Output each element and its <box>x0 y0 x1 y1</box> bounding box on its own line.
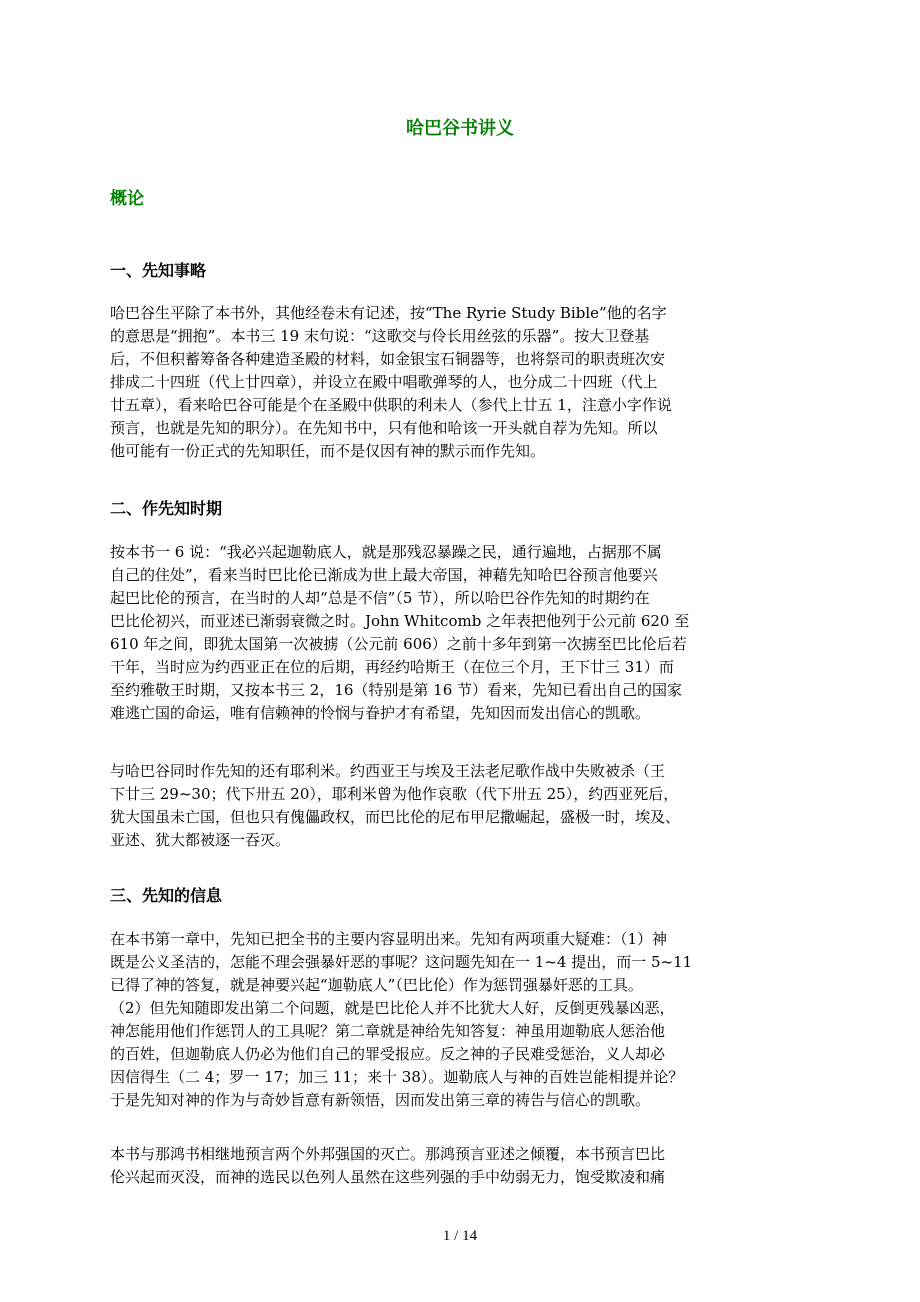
text-line: 与哈巴谷同时作先知的还有耶利米。约西亚王与埃及王法老尼歌作战中失败被杀（王 <box>110 762 666 780</box>
text-line: 干年，当时应为约西亚正在位的后期，再经约哈斯王（在位三个月，王下廿三 31）而 <box>110 658 674 676</box>
section-heading-prophet-message: 三、先知的信息 <box>110 886 223 905</box>
overview-heading: 概论 <box>110 189 144 209</box>
paragraph-prophet-life <box>110 302 830 463</box>
text-line: 610 年之间，即犹太国第一次被掳（公元前 606）之前十多年到第一次掳至巴比伦后若 <box>110 635 687 653</box>
section-heading-prophet-period: 二、作先知时期 <box>110 499 223 518</box>
page-indicator: 1 / 14 <box>442 1228 478 1244</box>
text-line: （2）但先知随即发出第二个问题，就是巴比伦人并不比犹大人好，反倒更残暴凶恶， <box>110 999 675 1017</box>
text-line: 至约雅敬王时期，又按本书三 2，16（特别是第 16 节）看来，先知已看出自己的国家 <box>110 681 683 699</box>
text-line: 的百姓，但迦勒底人仍必为他们自己的罪受报应。反之神的子民难受惩治，义人却必 <box>110 1045 666 1063</box>
section-heading-prophet-life: 一、先知事略 <box>110 261 207 280</box>
text-line: 他可能有一份正式的先知职任，而不是仅因有神的默示而作先知。 <box>110 442 546 460</box>
text-line: 排成二十四班（代上廿四章），并设立在殿中唱歌弹琴的人，也分成二十四班（代上 <box>110 373 658 391</box>
text-line: 既是公义圣洁的，怎能不理会强暴奸恶的事呢？这问题先知在一 1~4 提出，而一 5~11 <box>110 953 693 971</box>
text-line: 下廿三 29~30；代下卅五 20），耶利米曾为他作哀歌（代下卅五 25），约西亚死后， <box>110 785 679 803</box>
text-line: 在本书第一章中，先知已把全书的主要内容显明出来。先知有两项重大疑难：（1）神 <box>110 930 668 948</box>
text-line: 于是先知对神的作为与奇妙旨意有新领悟，因而发出第三章的祷告与信心的凯歌。 <box>110 1091 651 1109</box>
text-line: 自己的住处”，看来当时巴比伦已渐成为世上最大帝国，神藉先知哈巴谷预言他要兴 <box>110 566 658 584</box>
text-line: 预言，也就是先知的职分）。在先知书中，只有他和哈该一开头就自荐为先知。所以 <box>110 419 658 437</box>
text-line: 按本书一 6 说：“我必兴起迦勒底人，就是那残忍暴躁之民，通行遍地，占据那不属 <box>110 543 662 561</box>
text-line: 巴比伦初兴，而亚述已渐弱衰微之时。John Whitcomb 之年表把他列于公元前 620 至 <box>110 612 690 630</box>
text-line: 起巴比伦的预言，在当时的人却“总是不信”（5 节），所以哈巴谷作先知的时期约在 <box>110 589 650 607</box>
text-line: 已得了神的答复，就是神要兴起“迦勒底人”（巴比伦）作为惩罚强暴奸恶的工具。 <box>110 976 643 994</box>
paragraph-prophet-period <box>110 541 830 725</box>
text-line: 神怎能用他们作惩罚人的工具呢？第二章就是神给先知答复：神虽用迦勒底人惩治他 <box>110 1022 666 1040</box>
text-line: 廿五章），看来哈巴谷可能是个在圣殿中供职的利未人（参代上廿五 1，注意小字作说 <box>110 396 672 414</box>
text-line: 亚述、犹大都被逐一吞灭。 <box>110 831 291 849</box>
document-title: 哈巴谷书讲义 <box>406 118 514 139</box>
text-line: 的意思是“拥抱”。本书三 19 末句说：“这歌交与伶长用丝弦的乐器”。按大卫登基 <box>110 327 650 345</box>
text-line: 后，不但积蓄筹备各种建造圣殿的材料，如金银宝石铜器等，也将祭司的职责班次安 <box>110 350 666 368</box>
paragraph-prophet-message <box>110 928 830 1112</box>
text-line: 犹大国虽未亡国，但也只有傀儡政权，而巴比伦的尼布甲尼撒崛起，盛极一时，埃及、 <box>110 808 681 826</box>
paragraph-contemporary-prophet <box>110 760 830 852</box>
text-line: 伦兴起而灭没，而神的选民以色列人虽然在这些列强的手中幼弱无力，饱受欺凌和痛 <box>110 1168 666 1186</box>
text-line: 难逃亡国的命运，唯有信赖神的怜悯与眷护才有希望，先知因而发出信心的凯歌。 <box>110 704 651 722</box>
paragraph-nahum-comparison <box>110 1143 830 1189</box>
text-line: 因信得生（二 4；罗一 17；加三 11；来十 38）。迦勒底人与神的百姓岂能相提并论？ <box>110 1068 684 1086</box>
text-line: 哈巴谷生平除了本书外，其他经卷未有记述，按“The Ryrie Study Bible”他的名字 <box>110 304 667 322</box>
text-line: 本书与那鸿书相继地预言两个外邦强国的灭亡。那鸿预言亚述之倾覆，本书预言巴比 <box>110 1145 666 1163</box>
